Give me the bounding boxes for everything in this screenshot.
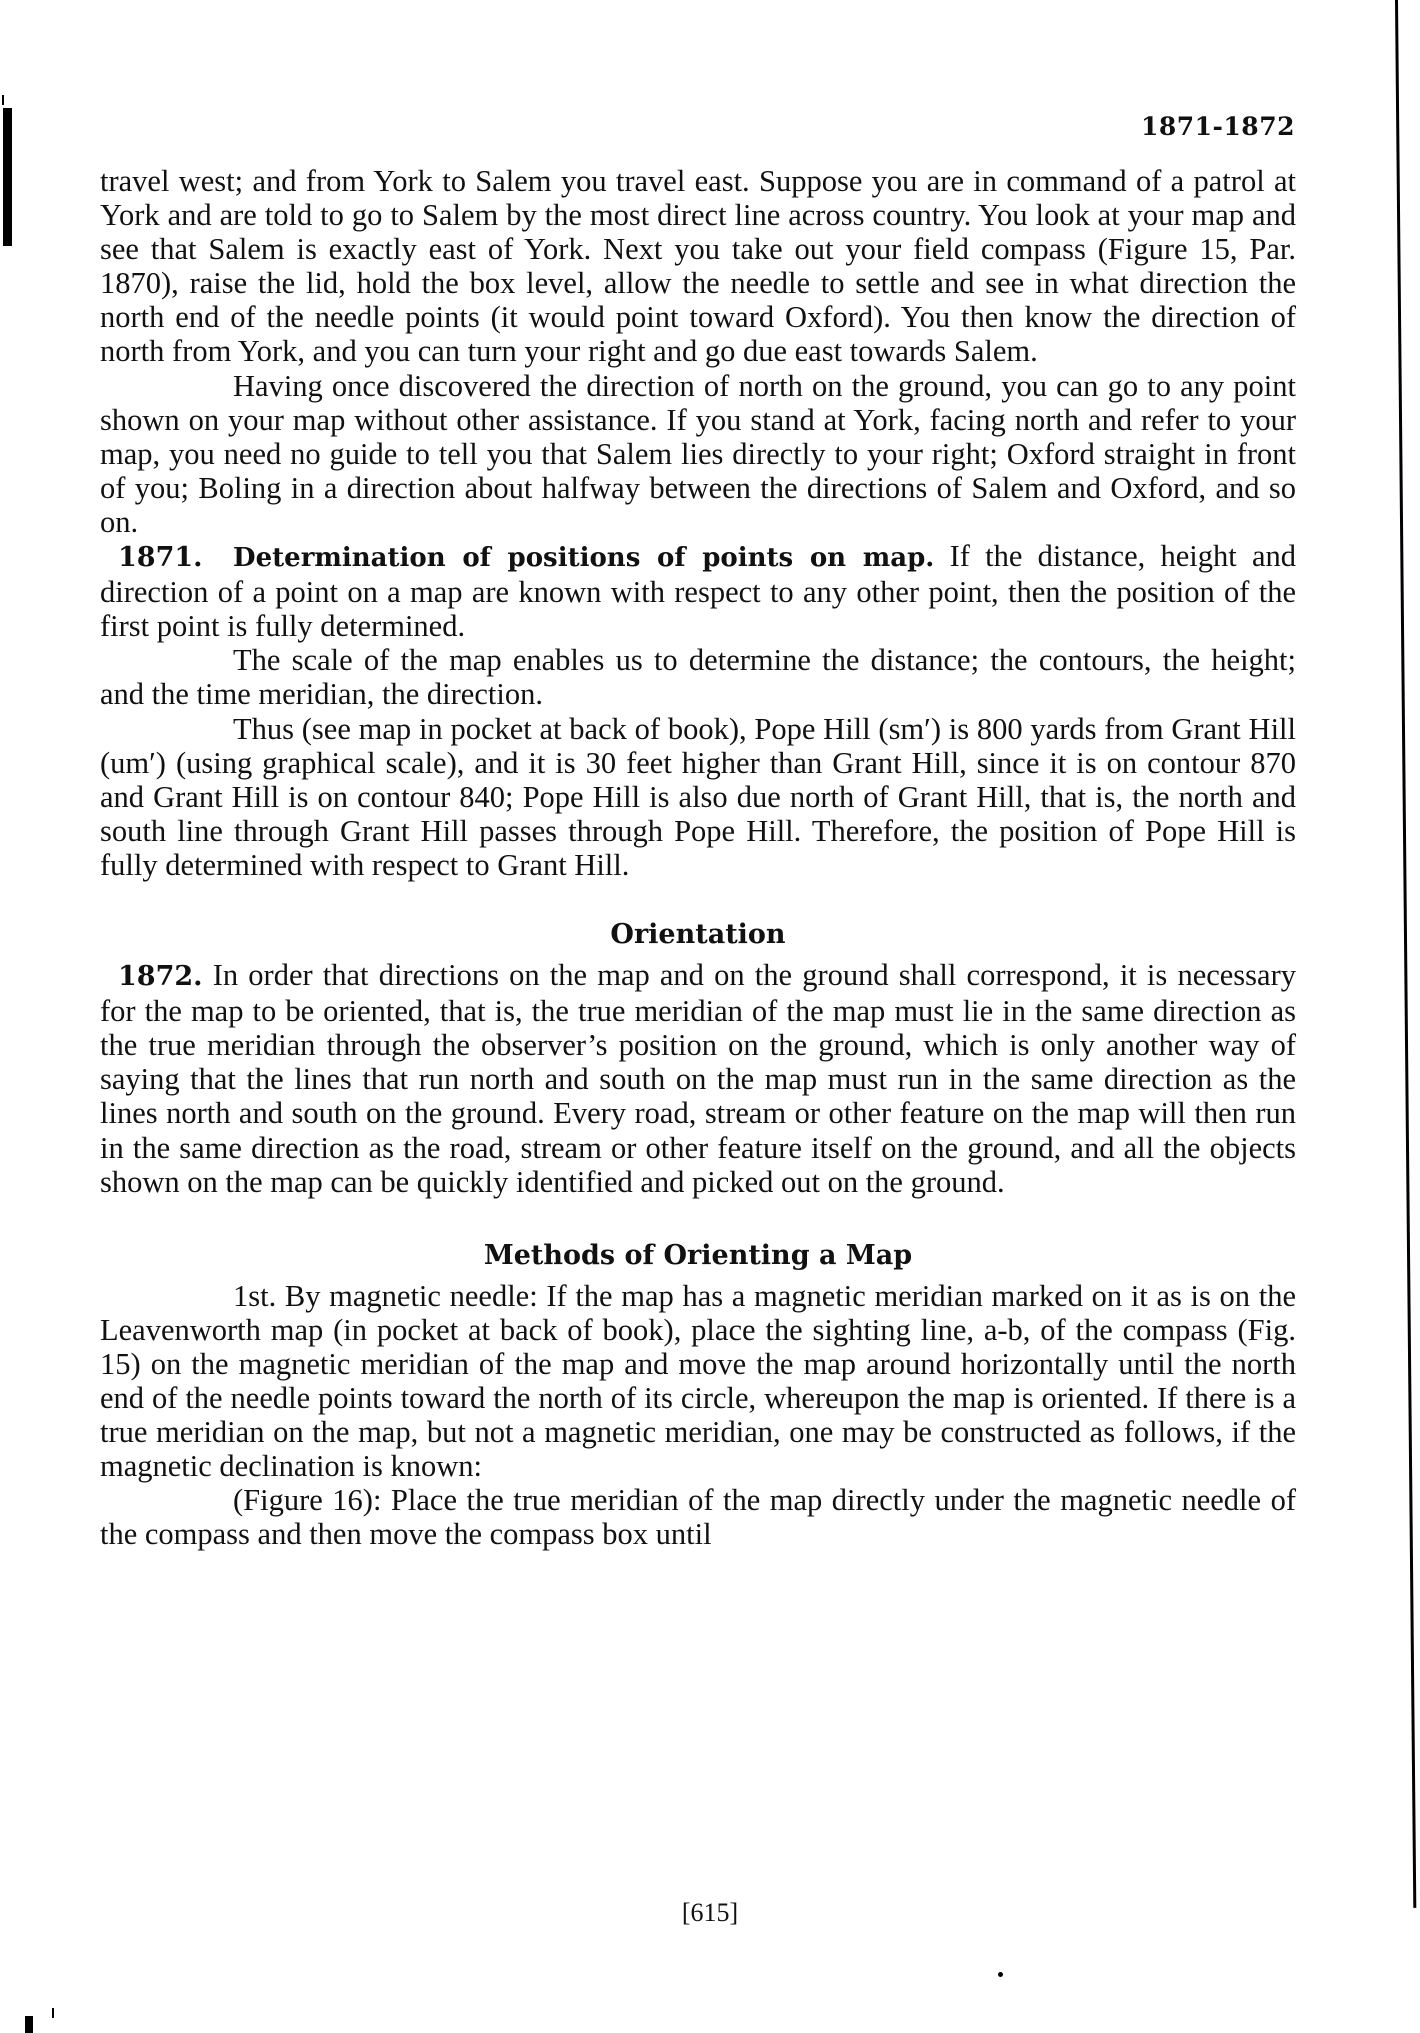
paragraph-scale: The scale of the map enables us to determine the distance; the contours, the height; and the time meridian, the direction. — [100, 643, 1296, 712]
paragraph-text: In order that directions on the map and on the ground shall correspond, it is necessary for the map to be oriented, that is, the true meridian of the map must lie in the same direction as the true meridian through the observer’s position on the ground, which is only another way of saying that the lines that run north and south on the map must run in the same direction as the lines north and south on the ground. Every road, stream or other feature on the map will then run in the same direction as the road, stream or other feature itself on the ground, and all the objects shown on the map can be quickly identified and picked out on the ground. — [100, 958, 1296, 1199]
paragraph-north-direction: Having once discovered the direction of north on the ground, you can go to any point shown on your map without other assistance. If you stand at York, facing north and refer to your map, you need no guide to tell you that Salem lies directly to your right; Oxford straight in front of you; Boling in a direction about halfway between the directions of Salem and Oxford, and so on. — [100, 368, 1296, 539]
paragraph-text: If the distance, height and direction of a point on a map are known with respect to any other point, then the position of the first point is fully determined. — [100, 539, 1297, 644]
section-heading-orientation: Orientation — [610, 918, 786, 950]
scan-edge-artifact — [2, 95, 4, 105]
paragraph-magnetic-needle: 1st. By magnetic needle: If the map has a magnetic meridian marked on it as is on the Leavenworth map (in pocket at back of book), place the sighting line, a-b, of the compass (Fig. 15) on the magnetic meridian of the map and move the map around horizontally until the north end of the needle points toward the north of its circle, whereupon the map is oriented. If there is a true meridian on the map, but not a magnetic meridian, one may be constructed as follows, if the magnetic declination is known: — [100, 1278, 1296, 1484]
paragraph-number: 1871. — [118, 542, 203, 574]
page-number: [615] — [681, 1898, 739, 1927]
paragraph-1871 — [100, 539, 1296, 643]
scan-binding-shadow — [3, 108, 12, 246]
scan-speck — [998, 1972, 1003, 1977]
running-head: 1871-1872 — [1140, 112, 1295, 141]
paragraph-figure-16: (Figure 16): Place the true meridian of the map directly under the magnetic needle of the compass and then move the compass box until — [100, 1483, 1296, 1552]
paragraph-title: Determination of positions of points on map. — [233, 543, 935, 574]
paragraph-pope-hill: Thus (see map in pocket at back of book), Pope Hill (sm′) is 800 yards from Grant Hill (um′) (using graphical scale), and it is 30 feet higher than Grant Hill, since it is on contour 870 and Grant Hill is on contour 840; Pope Hill is also due north of Grant Hill, that is, the north and south line through Grant Hill passes through Pope Hill. Therefore, the position of Pope Hill is fully determined with respect to Grant Hill. — [100, 711, 1296, 882]
scan-speck — [25, 2016, 33, 2033]
page-edge-line — [1395, 0, 1416, 1908]
paragraph-1872 — [100, 958, 1296, 1199]
body-text — [100, 164, 1296, 1552]
section-heading-methods: Methods of Orienting a Map — [483, 1239, 913, 1271]
paragraph-number: 1872. — [118, 961, 203, 993]
paragraph-continuation: travel west; and from York to Salem you travel east. Suppose you are in command of a patrol at York and are told to go to Salem by the most direct line across country. You look at your map and see that Salem is exactly east of York. Next you take out your field compass (Figure 15, Par. 1870), raise the lid, hold the box level, allow the needle to settle and see in what direction the north end of the needle points (it would point toward Oxford). You then know the direction of north from York, and you can turn your right and go due east towards Salem. — [100, 164, 1296, 369]
scan-speck — [52, 2008, 54, 2018]
